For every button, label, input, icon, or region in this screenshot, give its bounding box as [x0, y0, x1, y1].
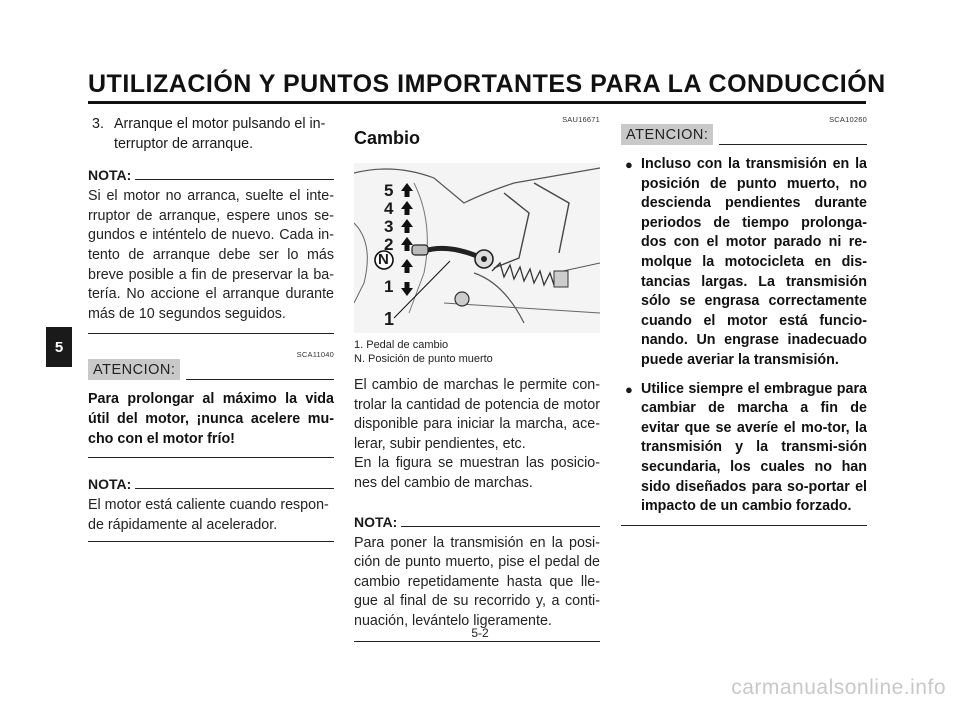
caution-text: Para prolongar al máximo la vida útil del motor, ¡nunca acelere mu-cho con el motor frío! [88, 391, 334, 447]
caution-bullet-text-1: Incluso con la transmisión en la posición de punto muerto, no descienda pendientes durante periodos de tiempo prolonga-dos con el motor parado ni re-molque la motocicleta en dis-tancias largas. La transmisión sólo se engrasa correctamente cuando el motor está funcio-nando. Un engrase inadecuado puede averiar la transmisión. [641, 156, 867, 368]
section-note-text: Para poner la transmisión en la posi-ción de punto muerto, pise el pedal de cambio repetidamente hasta que lle-gue al final de su recorrido y, a conti-nuación, levántelo ligeramente. [354, 534, 600, 629]
step-3 [92, 115, 334, 154]
section-note-heading [354, 514, 600, 530]
section-code: SAU16671 [562, 115, 600, 124]
note-label-2: NOTA: [88, 476, 132, 493]
caution-code: SCA11040 [296, 350, 334, 360]
caution-end-rule [88, 457, 334, 458]
gear-label-5: 5 [384, 181, 394, 200]
section-note-label: NOTA: [354, 513, 398, 530]
note-text-2: El motor está caliente cuando respon-de rápidamente al acelerador. [88, 497, 329, 533]
gear-label-2: 2 [384, 235, 394, 254]
gear-label-3: 3 [384, 217, 394, 236]
note-text: Si el motor no arranca, suelte el inte-rruptor de arranque, espere unos se-gundos e inténtelo de nuevo. Cada in-tento de arranque debe ser lo más breve posible a fin de preservar la ba-tería. No accione el arranque durante más de 10 segundos seguidos. [88, 188, 334, 322]
caution-heading-2 [621, 124, 867, 145]
figure-captions [354, 339, 600, 366]
section-paragraph-1: El cambio de marchas le permite con-trolar la cantidad de potencia de motor disponible para iniciar la marcha, ace-lerar, subir pendientes, etc. [354, 377, 600, 452]
note-label: NOTA: [88, 167, 132, 184]
column-1 [88, 112, 334, 542]
column-2 [354, 112, 600, 642]
step-number: 3. [92, 116, 104, 132]
caution-bullet-text-2: Utilice siempre el embrague para cambiar de marcha a fin de evitar que se averíe el mo-tor, la transmisión y la transmi-sión secundaria, los cuales no han sido diseñados para so-portar el impacto de un cambio forzado. [641, 380, 867, 515]
caution-bullet-1 [621, 155, 867, 371]
bullet-dot-icon: ● [625, 381, 633, 397]
caution-heading [88, 359, 334, 380]
section-title: Cambio [354, 128, 421, 148]
caution-label: ATENCION: [88, 359, 180, 380]
watermark-text: carmanualsonline.info [731, 676, 946, 699]
caution-code-2: SCA10260 [829, 115, 867, 124]
gear-label-1: 1 [384, 277, 394, 296]
chapter-tab: 5 [46, 327, 72, 367]
figure-caption-2: N. Posición de punto muerto [354, 352, 493, 365]
page-number: 5-2 [471, 626, 489, 640]
caution-end-rule-2 [621, 525, 867, 526]
note-heading [88, 167, 334, 183]
gear-label-4: 4 [384, 199, 394, 218]
shift-pedal-figure [354, 163, 600, 333]
note-end-rule [88, 333, 334, 334]
page-header-title: UTILIZACIÓN Y PUNTOS IMPORTANTES PARA LA CONDUCCIÓN [88, 70, 886, 98]
note-end-rule-2 [88, 541, 334, 542]
column-3 [621, 112, 867, 526]
note-heading-2 [88, 476, 334, 492]
caution-label-2: ATENCION: [621, 124, 713, 145]
figure-caption-1: 1. Pedal de cambio [354, 339, 449, 351]
section-note-end-rule [354, 641, 600, 642]
caution-bullet-2 [621, 380, 867, 517]
header-rule [88, 101, 866, 104]
section-paragraph-2: En la figura se muestran las posicio-nes del cambio de marchas. [354, 455, 600, 491]
step-text: Arranque el motor pulsando el in-terruptor de arranque. [114, 116, 326, 152]
figure-callout-1: 1 [384, 309, 395, 329]
bullet-dot-icon: ● [625, 157, 633, 172]
gear-label-neutral: N [378, 251, 389, 268]
